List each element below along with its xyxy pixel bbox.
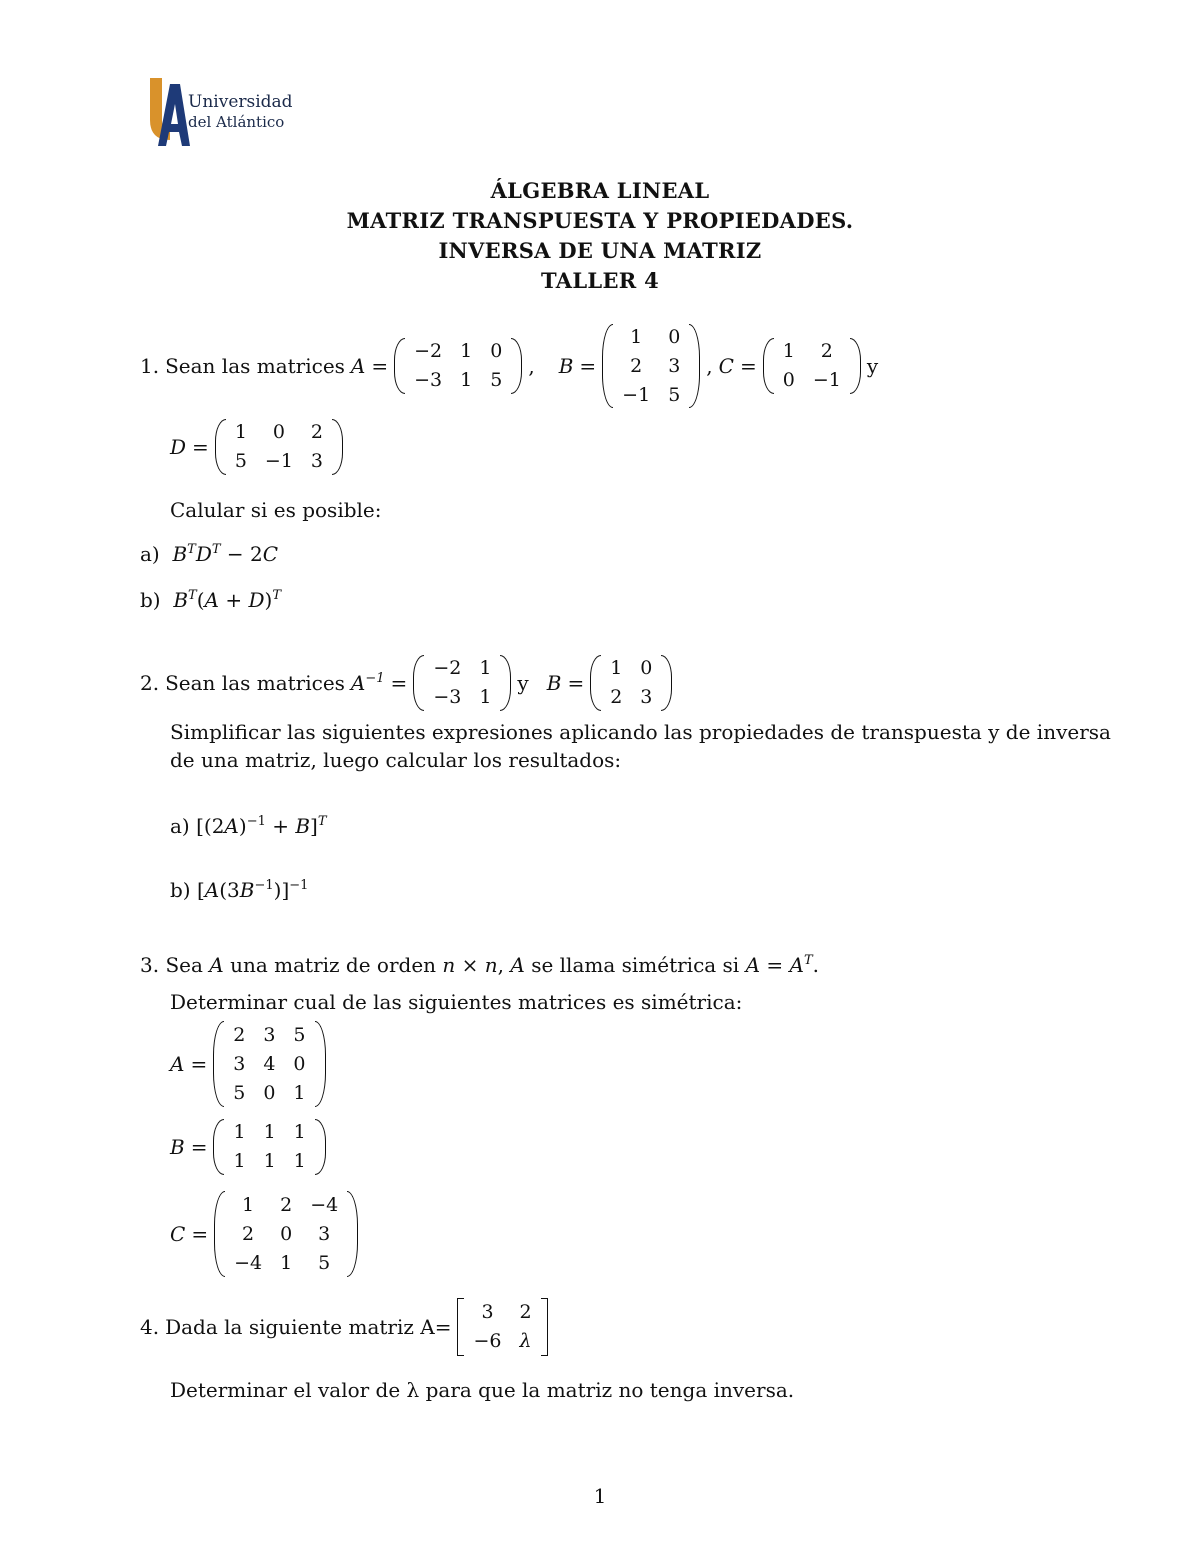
problem-2-matrices: 2. Sean las matrices $A^{-1}$ = −2 1 −3 1 y B = 1 0 2 3	[140, 654, 672, 712]
logo-line-2: del Atlántico	[188, 113, 285, 131]
problem-1-matrix-d: D = 1 0 2 5 −1 3	[170, 418, 343, 476]
problem-1-part-a: a) $B^TD^T - 2C$	[140, 542, 279, 566]
header-workshop: TALLER 4	[540, 268, 660, 293]
header-topic-1: MATRIZ TRANSPUESTA Y PROPIEDADES.	[346, 208, 854, 233]
problem-3-statement: 3. Sea A una matriz de orden n × n, A se llama simétrica si $A = A^T$.	[140, 953, 819, 977]
problem-4-statement: 4. Dada la siguiente matriz A= 3 2 −6 λ	[140, 1296, 548, 1358]
header-topic-2: INVERSA DE UNA MATRIZ	[438, 238, 762, 263]
problem-1-part-b: b) $B^T(A + D)^T$	[140, 588, 281, 612]
problem-2-part-b: b) $[A(3B^{-1})]^{-1}$	[170, 878, 309, 902]
matrix-a-lambda: 3 2 −6 λ	[457, 1298, 547, 1356]
matrix-c: 1 2 0 −1	[763, 337, 861, 395]
problem-2-text-2: de una matriz, luego calcular los resultados:	[170, 748, 622, 772]
problem-3-instruction: Determinar cual de las siguientes matrices es simétrica:	[170, 990, 743, 1014]
problem-1-matrices: 1. Sean las matrices A = −2 1 0 −3 1 5 , B = 1 0 2 3 −1 5 , C = 1 2 0 −1 y	[140, 326, 878, 406]
university-logo	[148, 74, 293, 150]
problem-1-instruction: Calular si es posible:	[170, 498, 382, 522]
problem-3-matrix-b: B = 1 1 1 1 1 1	[170, 1118, 326, 1176]
problem-3-matrix-a: A = 2 3 5 3 4 0 5 0 1	[170, 1020, 326, 1108]
problem-2-text-1: Simplificar las siguientes expresiones aplicando las propiedades de transpuesta y de inversa	[170, 720, 1111, 744]
matrix-a: −2 1 0 −3 1 5	[394, 337, 522, 395]
matrix-d: 1 0 2 5 −1 3	[215, 418, 343, 476]
problem-number: 1.	[140, 354, 160, 378]
ua-emblem-icon	[148, 74, 190, 150]
logo-line-1: Universidad	[188, 92, 293, 112]
matrix-a-inverse: −2 1 −3 1	[413, 654, 511, 712]
problem-4-instruction: Determinar el valor de λ para que la matriz no tenga inversa.	[170, 1378, 795, 1402]
problem-1-intro: Sean las matrices	[165, 354, 345, 378]
problem-2-part-a: a) $[(2A)^{-1} + B]^T$	[170, 814, 327, 838]
matrix-b-2: 1 0 2 3	[590, 654, 672, 712]
page-number: 1	[593, 1484, 607, 1508]
problem-3-matrix-c: C = 1 2 −4 2 0 3 −4 1 5	[170, 1190, 358, 1278]
header-subject: ÁLGEBRA LINEAL	[490, 178, 710, 203]
matrix-b: 1 0 2 3 −1 5	[602, 323, 700, 410]
document-header	[0, 176, 1200, 296]
